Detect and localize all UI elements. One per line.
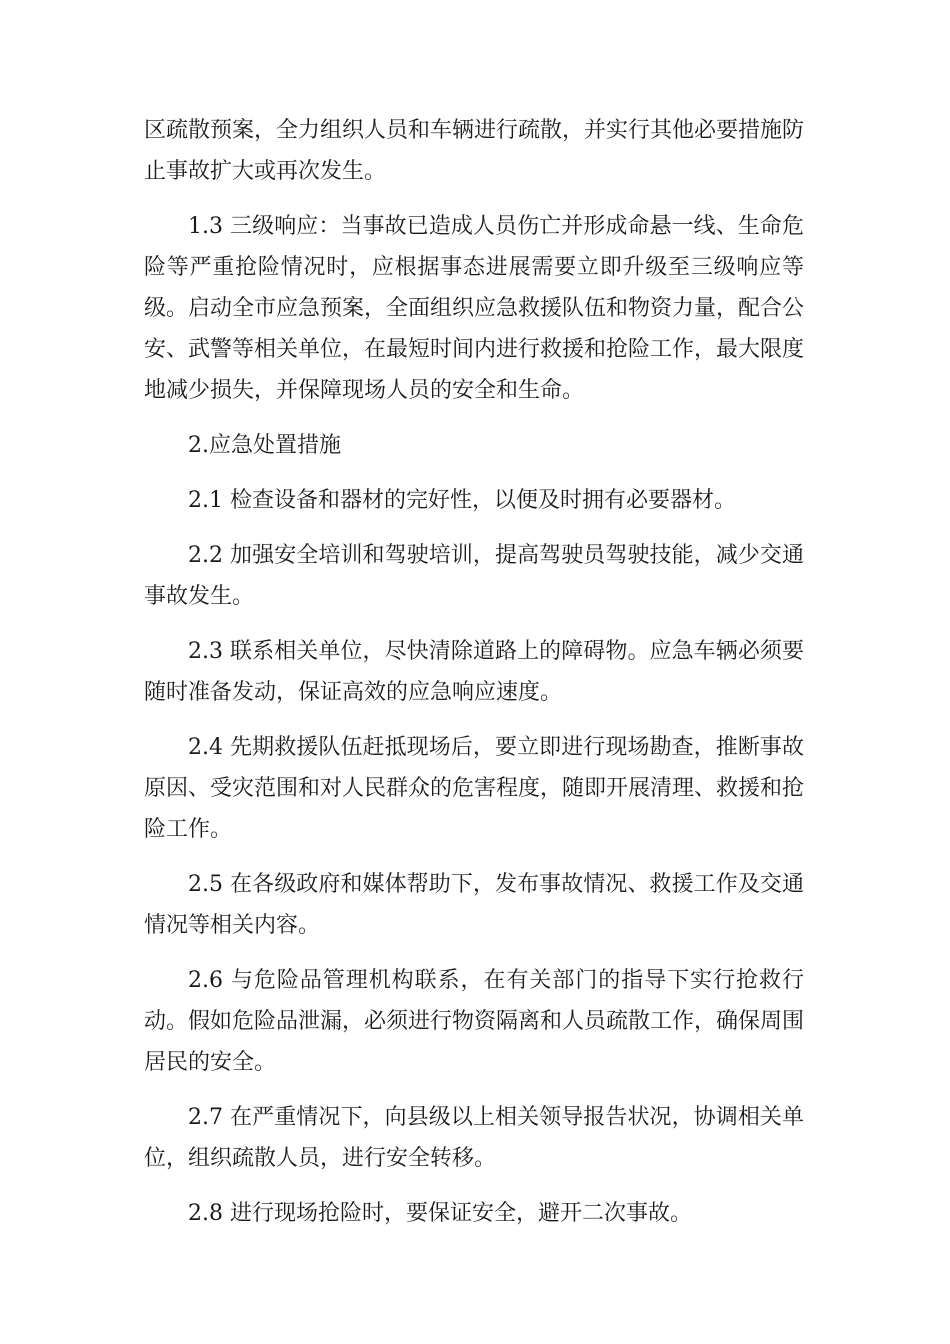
paragraph-2-6: 2.6 与危险品管理机构联系，在有关部门的指导下实行抢救行动。假如危险品泄漏，必须进行物资隔离和人员疏散工作，确保周围居民的安全。: [144, 968, 805, 1075]
paragraph-2-4: 2.4 先期救援队伍赶抵现场后，要立即进行现场勘查，推断事故原因、受灾范围和对人民群众的危害程度，随即开展清理、救援和抢险工作。: [144, 735, 805, 842]
paragraph-2-5: 2.5 在各级政府和媒体帮助下，发布事故情况、救援工作及交通情况等相关内容。: [144, 872, 804, 938]
paragraph-continuation: 区疏散预案，全力组织人员和车辆进行疏散，并实行其他必要措施防止事故扩大或再次发生。: [144, 118, 805, 184]
paragraph-2-8: 2.8 进行现场抢险时，要保证安全，避开二次事故。: [188, 1201, 692, 1226]
paragraph-2-1: 2.1 检查设备和器材的完好性，以便及时拥有必要器材。: [188, 488, 736, 513]
document-body: [144, 110, 804, 1248]
paragraph-2-7: 2.7 在严重情况下，向县级以上相关领导报告状况，协调相关单位，组织疏散人员，进行安全转移。: [144, 1105, 804, 1171]
section-heading-emergency-measures: 2.应急处置措施: [188, 433, 341, 458]
paragraph-2-3: 2.3 联系相关单位，尽快清除道路上的障碍物。应急车辆必须要随时准备发动，保证高效的应急响应速度。: [144, 639, 804, 705]
paragraph-1-3-level-three-response: 1.3 三级响应：当事故已造成人员伤亡并形成命悬一线、生命危险等严重抢险情况时，应根据事态进展需要立即升级至三级响应等级。启动全市应急预案，全面组织应急救援队伍和物资力量，配合公安、武警等相关单位，在最短时间内进行救援和抢险工作，最大限度地减少损失，并保障现场人员的安全和生命。: [144, 214, 805, 403]
paragraph-2-2: 2.2 加强安全培训和驾驶培训，提高驾驶员驾驶技能，减少交通事故发生。: [144, 543, 804, 609]
